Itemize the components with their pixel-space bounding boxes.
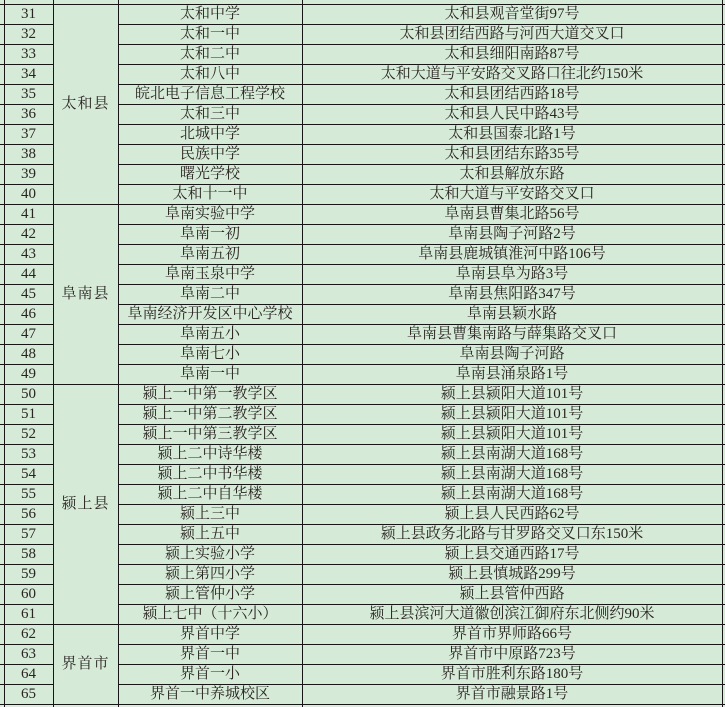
address-cell: 颍上县人民西路62号	[302, 505, 722, 525]
table-row	[0, 5, 725, 25]
address-cell: 阜南县鹿城镇淮河中路106号	[302, 245, 722, 265]
row-number-cell: 53	[4, 445, 53, 465]
address-cell: 颍上县交通西路17号	[302, 545, 722, 565]
school-cell: 皖北电子信息工程学校	[118, 85, 302, 105]
address-cell: 颍上县颍阳大道101号	[302, 425, 722, 445]
school-cell: 界首一中养城校区	[118, 685, 302, 705]
school-cell: 颍上二中自华楼	[118, 485, 302, 505]
school-cell: 颍上五中	[118, 525, 302, 545]
address-cell: 阜南县陶子河路	[302, 345, 722, 365]
row-number-cell: 64	[4, 665, 53, 685]
school-cell: 颍上三中	[118, 505, 302, 525]
address-cell: 太和大道与平安路交叉路口往北约150米	[302, 65, 722, 85]
school-cell: 界首中学	[118, 625, 302, 645]
row-number-cell: 31	[4, 5, 53, 25]
school-cell: 界首一中	[118, 645, 302, 665]
row-number-cell: 60	[4, 585, 53, 605]
row-number-cell: 44	[4, 265, 53, 285]
school-cell: 太和中学	[118, 5, 302, 25]
school-cell: 界首一小	[118, 665, 302, 685]
address-cell: 界首市融景路1号	[302, 685, 722, 705]
address-cell: 界首市中原路723号	[302, 645, 722, 665]
school-cell: 阜南七小	[118, 345, 302, 365]
address-cell: 阜南县颖水路	[302, 305, 722, 325]
row-number-cell: 54	[4, 465, 53, 485]
address-cell: 太和县团结西路18号	[302, 85, 722, 105]
school-cell: 阜南二中	[118, 285, 302, 305]
row-number-cell: 55	[4, 485, 53, 505]
row-number-cell: 51	[4, 405, 53, 425]
row-number-cell: 56	[4, 505, 53, 525]
row-number-cell: 48	[4, 345, 53, 365]
county-cell: 颍上县	[53, 385, 118, 625]
address-cell: 太和县团结西路与河西大道交叉口	[302, 25, 722, 45]
row-number-cell: 33	[4, 45, 53, 65]
school-cell: 北城中学	[118, 125, 302, 145]
address-cell: 阜南县阜为路3号	[302, 265, 722, 285]
address-cell: 阜南县涌泉路1号	[302, 365, 722, 385]
address-cell: 界首市界师路66号	[302, 625, 722, 645]
row-number-cell: 45	[4, 285, 53, 305]
address-cell: 太和县国泰北路1号	[302, 125, 722, 145]
address-cell: 阜南县曹集北路56号	[302, 205, 722, 225]
address-cell: 阜南县焦阳路347号	[302, 285, 722, 305]
row-number-cell: 50	[4, 385, 53, 405]
row-number-cell: 35	[4, 85, 53, 105]
address-cell: 颍上县南湖大道168号	[302, 465, 722, 485]
school-cell: 阜南玉泉中学	[118, 265, 302, 285]
address-cell: 颍上县颍阳大道101号	[302, 405, 722, 425]
address-cell: 太和大道与平安路交叉口	[302, 185, 722, 205]
table-row	[0, 385, 725, 405]
school-cell: 颍上一中第三教学区	[118, 425, 302, 445]
row-number-cell: 65	[4, 685, 53, 705]
row-number-cell: 63	[4, 645, 53, 665]
school-cell: 阜南经济开发区中心学校	[118, 305, 302, 325]
school-cell: 颍上第四小学	[118, 565, 302, 585]
table-row	[0, 205, 725, 225]
address-cell: 太和县细阳南路87号	[302, 45, 722, 65]
row-number-cell: 59	[4, 565, 53, 585]
row-number-cell: 34	[4, 65, 53, 85]
row-number-cell: 49	[4, 365, 53, 385]
row-number-cell: 58	[4, 545, 53, 565]
address-cell: 阜南县曹集南路与薛集路交叉口	[302, 325, 722, 345]
row-number-cell: 47	[4, 325, 53, 345]
row-number-cell: 46	[4, 305, 53, 325]
school-cell: 民族中学	[118, 145, 302, 165]
address-cell: 颍上县慎城路299号	[302, 565, 722, 585]
school-cell: 阜南一中	[118, 365, 302, 385]
school-cell: 颍上管仲小学	[118, 585, 302, 605]
address-cell: 颍上县南湖大道168号	[302, 485, 722, 505]
address-cell: 颍上县政务北路与甘罗路交叉口东150米	[302, 525, 722, 545]
county-cell: 太和县	[53, 5, 118, 205]
table-row	[0, 625, 725, 645]
row-number-cell: 40	[4, 185, 53, 205]
row-number-cell: 62	[4, 625, 53, 645]
school-cell: 颍上二中书华楼	[118, 465, 302, 485]
school-cell: 太和二中	[118, 45, 302, 65]
row-number-cell: 39	[4, 165, 53, 185]
school-cell: 阜南五初	[118, 245, 302, 265]
row-number-cell: 41	[4, 205, 53, 225]
county-cell: 阜南县	[53, 205, 118, 385]
address-cell: 太和县团结东路35号	[302, 145, 722, 165]
address-cell: 颍上县管仲西路	[302, 585, 722, 605]
county-cell: 界首市	[53, 625, 118, 705]
row-number-cell: 36	[4, 105, 53, 125]
row-number-cell: 42	[4, 225, 53, 245]
school-cell: 颍上实验小学	[118, 545, 302, 565]
school-cell: 阜南实验中学	[118, 205, 302, 225]
school-cell: 颍上七中（十六小）	[118, 605, 302, 625]
school-cell: 颍上一中第一教学区	[118, 385, 302, 405]
school-cell: 太和一中	[118, 25, 302, 45]
address-cell: 颍上县滨河大道徽创滨江御府东北侧约90米	[302, 605, 722, 625]
address-cell: 界首市胜利东路180号	[302, 665, 722, 685]
row-number-cell: 37	[4, 125, 53, 145]
row-number-cell: 38	[4, 145, 53, 165]
school-cell: 阜南五小	[118, 325, 302, 345]
school-cell: 曙光学校	[118, 165, 302, 185]
address-cell: 太和县解放东路	[302, 165, 722, 185]
address-cell: 颍上县南湖大道168号	[302, 445, 722, 465]
address-cell: 颍上县颍阳大道101号	[302, 385, 722, 405]
row-number-cell: 57	[4, 525, 53, 545]
row-number-cell: 61	[4, 605, 53, 625]
school-cell: 阜南一初	[118, 225, 302, 245]
address-cell: 阜南县陶子河路2号	[302, 225, 722, 245]
address-cell: 太和县人民中路43号	[302, 105, 722, 125]
address-cell: 太和县观音堂街97号	[302, 5, 722, 25]
school-cell: 太和十一中	[118, 185, 302, 205]
school-cell: 颍上一中第二教学区	[118, 405, 302, 425]
row-number-cell: 52	[4, 425, 53, 445]
school-cell: 颍上二中诗华楼	[118, 445, 302, 465]
row-number-cell: 32	[4, 25, 53, 45]
school-cell: 太和八中	[118, 65, 302, 85]
row-number-cell: 43	[4, 245, 53, 265]
school-cell: 太和三中	[118, 105, 302, 125]
